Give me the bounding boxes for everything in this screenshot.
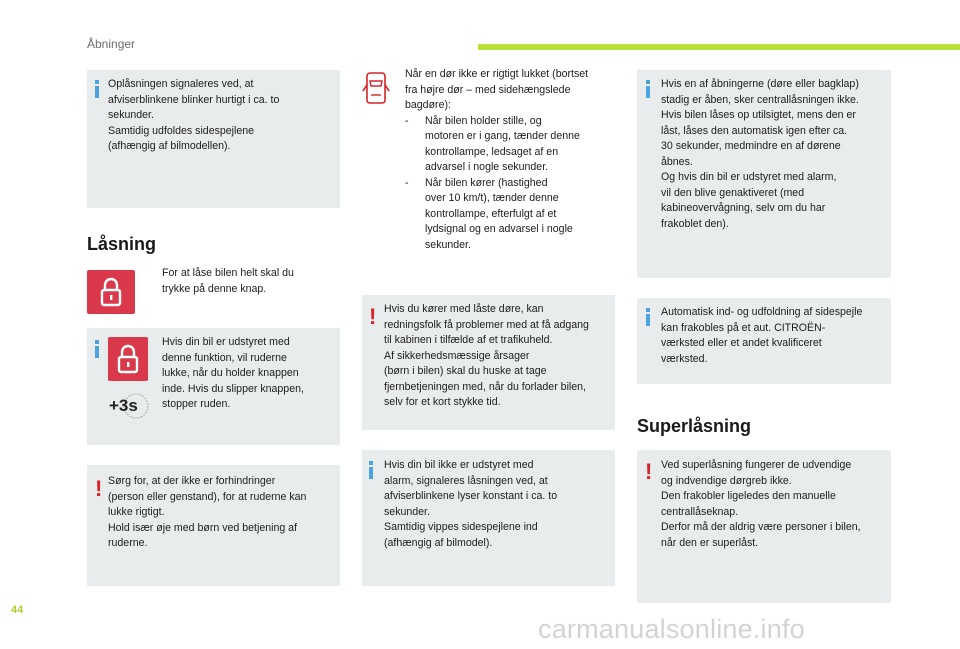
section-header: Åbninger — [87, 37, 136, 51]
page-number: 44 — [11, 604, 24, 616]
lock-step-text: For at låse bilen helt skal du trykke på denne knap. — [162, 267, 294, 295]
hold-3-seconds-icon: +3s — [108, 392, 152, 420]
watermark: carmanualsonline.info — [538, 614, 805, 644]
warning-text-rescue: Hvis du kører med låste døre, kan redningsfolk få problemer med at få adgang til kabinen i tilfælde af et trafikuheld. Af sikkerhedsmæssige årsager (børn i bilen) skal du huske at tage fjernbetjeningen med, når du forlader bilen, selv for et kort stykke tid. — [384, 303, 589, 408]
info-text-window-close: Hvis din bil er udstyret med denne funktion, vil ruderne lukke, når du holder knappen inde. Hvis du slipper knappen, stopper ruden. — [162, 336, 304, 410]
info-text-unlock-signal: Oplåsningen signaleres ved, at afviserblinkene blinker hurtigt i ca. to sekunder. Samtidig udfoldes sidespejlene (afhængig af bilmodellen). — [108, 78, 280, 152]
warning-icon: ! — [95, 476, 103, 501]
warning-text-deadlocking: Ved superlåsning fungerer de udvendige og indvendige dørgreb ikke. Den frakobler ligeledes den manuelle centrallåseknap. Derfor må der aldrig være personer i bilen, når den er superlåst. — [661, 459, 861, 549]
section-title-deadlocking: Superlåsning — [637, 416, 752, 436]
section-title-locking: Låsning — [87, 234, 157, 254]
list-item: - Når bilen kører (hastighed over 10 km/t), tænder denne kontrollampe, efterfulgt af et lydsignal og en advarsel i nogle sekunder. — [405, 176, 573, 251]
info-text-mirrors: Automatisk ind- og udfoldning af sidespejle kan frakobles på et aut. CITROËN- værksted eller et andet kvalificeret værksted. — [661, 306, 863, 365]
lock-button-icon — [108, 337, 148, 381]
door-warning-list — [405, 114, 620, 254]
warning-text-obstacles: Sørg for, at der ikke er forhindringer (person eller genstand), for at ruderne kan lukke rigtigt. Hold især øje med børn ved betjening af ruderne. — [108, 475, 307, 549]
list-item: - Når bilen holder stille, og motoren er i gang, tænder denne kontrollampe, ledsaget af en advarsel i nogle sekunder. — [405, 114, 580, 173]
header-accent-bar — [478, 44, 960, 50]
door-open-warning-icon — [362, 70, 390, 106]
warning-icon: ! — [369, 304, 377, 329]
info-text-no-alarm: Hvis din bil ikke er udstyret med alarm, signaleres låsningen ved, at afviserblinkene lyser konstant i ca. to sekunder. Samtidig vippes sidespejlene ind (afhængig af bilmodel). — [384, 459, 558, 549]
info-text-central-locking: Hvis en af åbningerne (døre eller bagklap) stadig er åben, sker centrallåsningen ikke. Hvis bilen låses op utilsigtet, mens den er låst, låses den automatisk igen efter ca. 30 sekunder, medmindre en af dørene åbnes. Og hvis din bil er udstyret med alarm, vil den blive genaktiveret (med kabineovervågning, selv om du har frakoblet den). — [661, 78, 859, 230]
warning-icon: ! — [645, 459, 653, 484]
door-warning-intro: Når en dør ikke er rigtigt lukket (bortset fra højre dør – med sidehængslede bagdøre): — [405, 68, 589, 111]
lock-button-icon — [87, 270, 135, 314]
